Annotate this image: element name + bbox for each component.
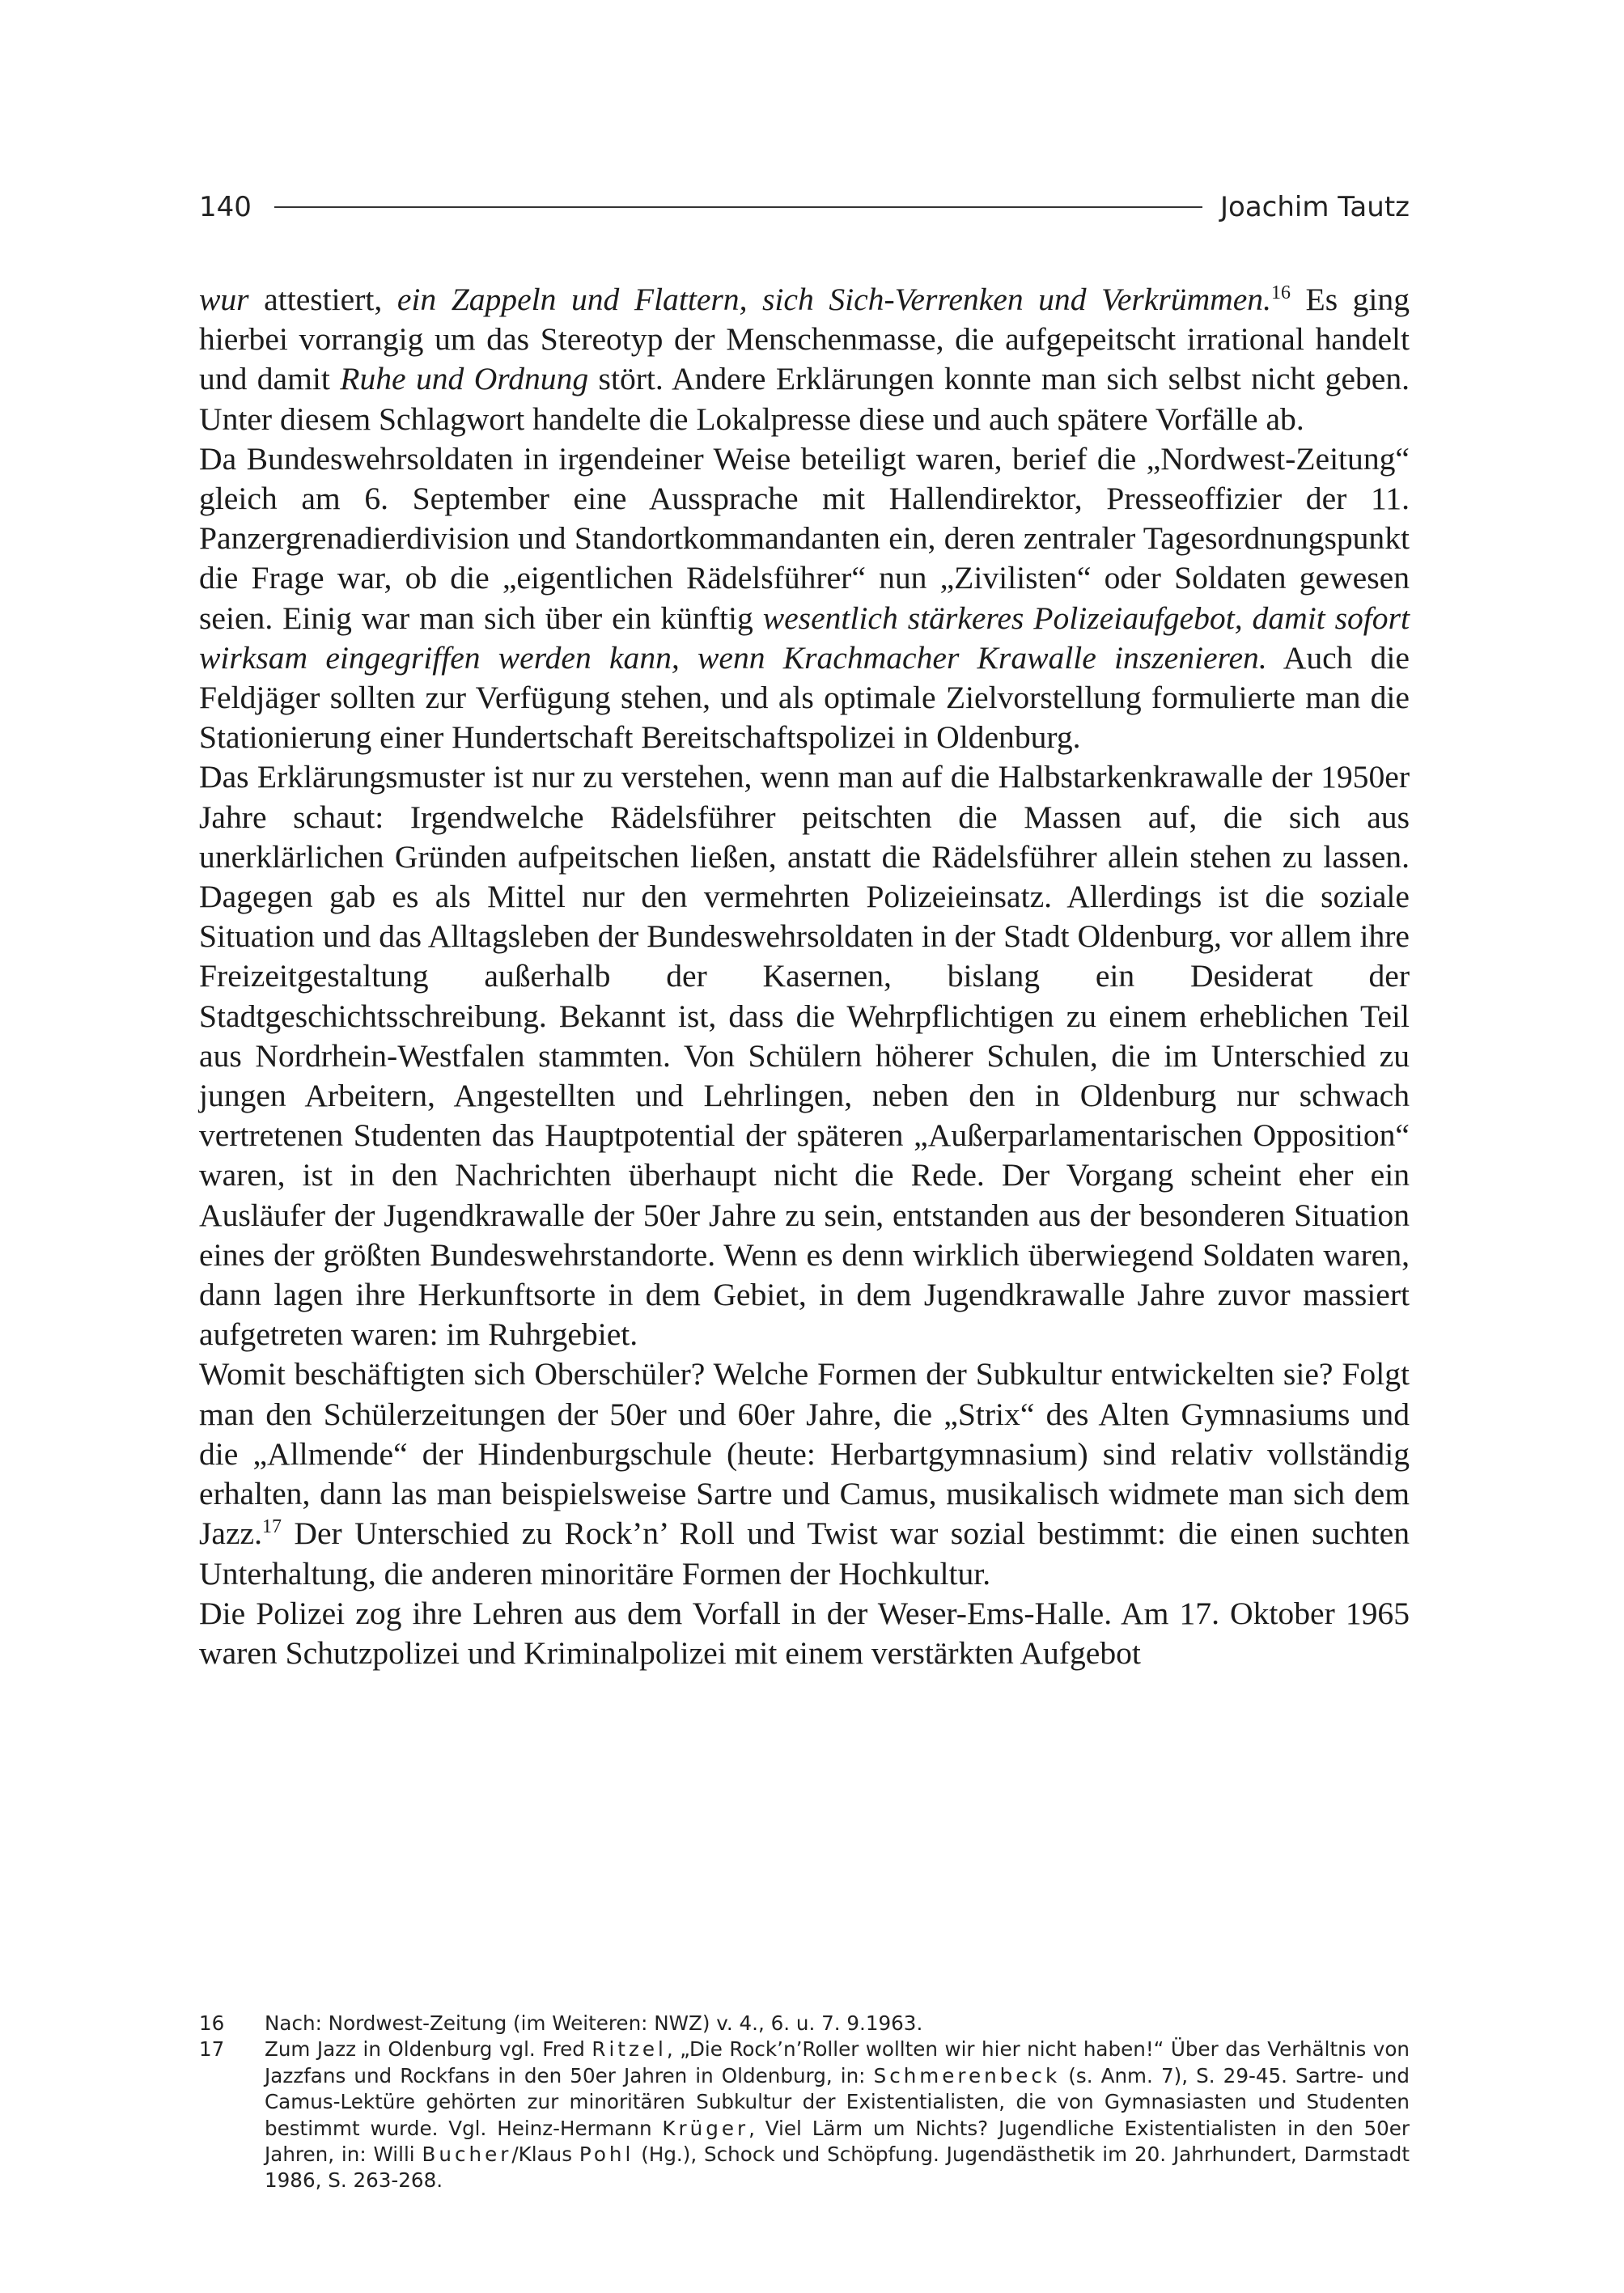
- text-run: Zum Jazz in Oldenburg vgl. Fred: [265, 2037, 592, 2062]
- text-run: (Hg.), Schock und Schöpfung. Jugendästhetik im 20. Jahrhundert, Darmstadt 1986, S. 263-268.: [265, 2143, 1410, 2193]
- footnote: [199, 2011, 1410, 2037]
- author-name: Krüger: [662, 2116, 749, 2140]
- footnote-text: [265, 2037, 1410, 2193]
- running-head-author: Joachim Tautz: [1220, 191, 1410, 223]
- paragraph: [199, 1354, 1410, 1593]
- text-run: Womit beschäftigten sich Oberschüler? Welche Formen der Subkultur entwickelten sie? Folgt man den Schülerzeitungen der 50er und 60er Jahre, die „Strix“ des Alten Gymnasiums und die „Allmende“ der Hindenburgschule (heute: Herbartgymnasium) sind relativ vollständig erhalten, dann las man beispielsweise Sartre und Camus, musikalisch widmete man sich dem Jazz.: [199, 1356, 1410, 1552]
- text-run: attestiert,: [248, 282, 397, 317]
- body-text: [199, 280, 1410, 1673]
- text-run: stört. Andere Erklärungen konnte man sich selbst nicht geben. Unter diesem Schlagwort handelte die Lokalpresse diese und auch spätere Vorfälle ab.: [199, 361, 1410, 437]
- paragraph: [199, 280, 1410, 439]
- italic-run: wesentlich stärkeres Polizeiaufgebot, damit sofort wirksam eingegriffen werden kann, wenn Krachmacher Krawalle inszenieren.: [199, 600, 1410, 676]
- author-name: Bucher: [422, 2143, 512, 2167]
- paragraph: [199, 757, 1410, 1354]
- page-number: 140: [199, 191, 252, 223]
- text-run: /Klaus: [511, 2143, 579, 2167]
- text-run: Nach: Nordwest-Zeitung (im Weiteren: NWZ) v. 4., 6. u. 7. 9.1963.: [265, 2011, 923, 2035]
- footnote-ref: 16: [1270, 282, 1291, 303]
- header-rule: [274, 206, 1202, 208]
- author-name: Ritzel: [592, 2037, 667, 2062]
- author-name: Schmerenbeck: [873, 2063, 1061, 2087]
- footnote: [199, 2037, 1410, 2193]
- author-name: Pohl: [579, 2143, 634, 2167]
- paragraph: [199, 1594, 1410, 1673]
- italic-run: Ruhe und Ordnung: [340, 361, 589, 397]
- text-run: , Viel Lärm um Nichts? Jugendliche Existentialisten in den 50er Jahren, in: Willi: [265, 2116, 1410, 2167]
- paragraph: [199, 439, 1410, 758]
- footnotes: [199, 2011, 1410, 2194]
- text-run: Der Unterschied zu Rock’n’ Roll und Twist war sozial bestimmt: die einen suchten Unterhaltung, die anderen minoritäre Formen der Hochkultur.: [199, 1515, 1410, 1592]
- text-run: Es ging hierbei vorrangig um das Stereotyp der Menschenmasse, die aufgepeitscht irrational handelt und damit: [199, 282, 1410, 397]
- italic-run: ein Zappeln und Flattern, sich Sich-Verrenken und Verkrümmen.: [396, 282, 1271, 317]
- text-run: Auch die Feldjäger sollten zur Verfügung stehen, und als optimale Zielvorstellung formulierte man die Stationierung einer Hundertschaft Bereitschaftspolizei in Oldenburg.: [199, 639, 1410, 756]
- text-run: (s. Anm. 7), S. 29-45. Sartre- und Camus-Lektüre gehörten zur minoritären Subkultur der Existentialisten, die von Gymnasiasten und Studenten bestimmt wurde. Vgl. Heinz-Hermann: [265, 2063, 1410, 2140]
- text-run: Da Bundeswehrsoldaten in irgendeiner Weise beteiligt waren, berief die „Nordwest-Zeitung“ gleich am 6. September eine Aussprache mit Hallendirektor, Presseoffizier der 11. Panzergrenadierdivision und Standortkommandanten ein, deren zentraler Tagesordnungspunkt die Frage war, ob die „eigentlichen Rädelsführer“ nun „Zivilisten“ oder Soldaten gewesen seien. Einig war man sich über ein künftig: [199, 440, 1410, 636]
- text-run: , „Die Rock’n’Roller wollten wir hier nicht haben!“ Über das Verhältnis von Jazzfans und Rockfans in den 50er Jahren in Oldenburg, in:: [265, 2037, 1410, 2087]
- text-run: Das Erklärungsmuster ist nur zu verstehen, wenn man auf die Halbstarkenkrawalle der 1950er Jahre schaut: Irgendwelche Rädelsführer peitschten die Massen auf, die sich aus unerklärlichen Gründen aufpeitschen ließen, anstatt die Rädelsführer allein stehen zu lassen. Dagegen gab es als Mittel nur den vermehrten Polizeieinsatz. Allerdings ist die soziale Situation und das Alltagsleben der Bundeswehrsoldaten in der Stadt Oldenburg, vor allem ihre Freizeitgestaltung außerhalb der Kasernen, bislang ein Desiderat der Stadtgeschichtsschreibung. Bekannt ist, dass die Wehrpflichtigen zu einem erheblichen Teil aus Nordrhein-Westfalen stammten. Von Schülern höherer Schulen, die im Unterschied zu jungen Arbeitern, Angestellten und Lehrlingen, neben den in Oldenburg nur schwach vertretenen Studenten das Hauptpotential der späteren „Außerparlamentarischen Opposition“ waren, ist in den Nachrichten überhaupt nicht die Rede. Der Vorgang scheint eher ein Ausläufer der Jugendkrawalle der 50er Jahre zu sein, entstanden aus der besonderen Situation eines der größten Bundeswehrstandorte. Wenn es denn wirklich überwiegend Soldaten waren, dann lagen ihre Herkunftsorte in dem Gebiet, in dem Jugendkrawalle Jahre zuvor massiert aufgetreten waren: im Ruhrgebiet.: [199, 759, 1410, 1353]
- footnote-number: 16: [199, 2011, 225, 2035]
- footnote-number: 17: [199, 2037, 225, 2062]
- page-header: [199, 183, 1410, 231]
- italic-run: wur: [199, 282, 249, 317]
- text-run: Die Polizei zog ihre Lehren aus dem Vorfall in der Weser-Ems-Halle. Am 17. Oktober 1965 waren Schutzpolizei und Kriminalpolizei mit einem verstärkten Aufgebot: [199, 1595, 1410, 1671]
- footnote-text: [265, 2011, 1410, 2037]
- footnote-ref: 17: [262, 1516, 282, 1538]
